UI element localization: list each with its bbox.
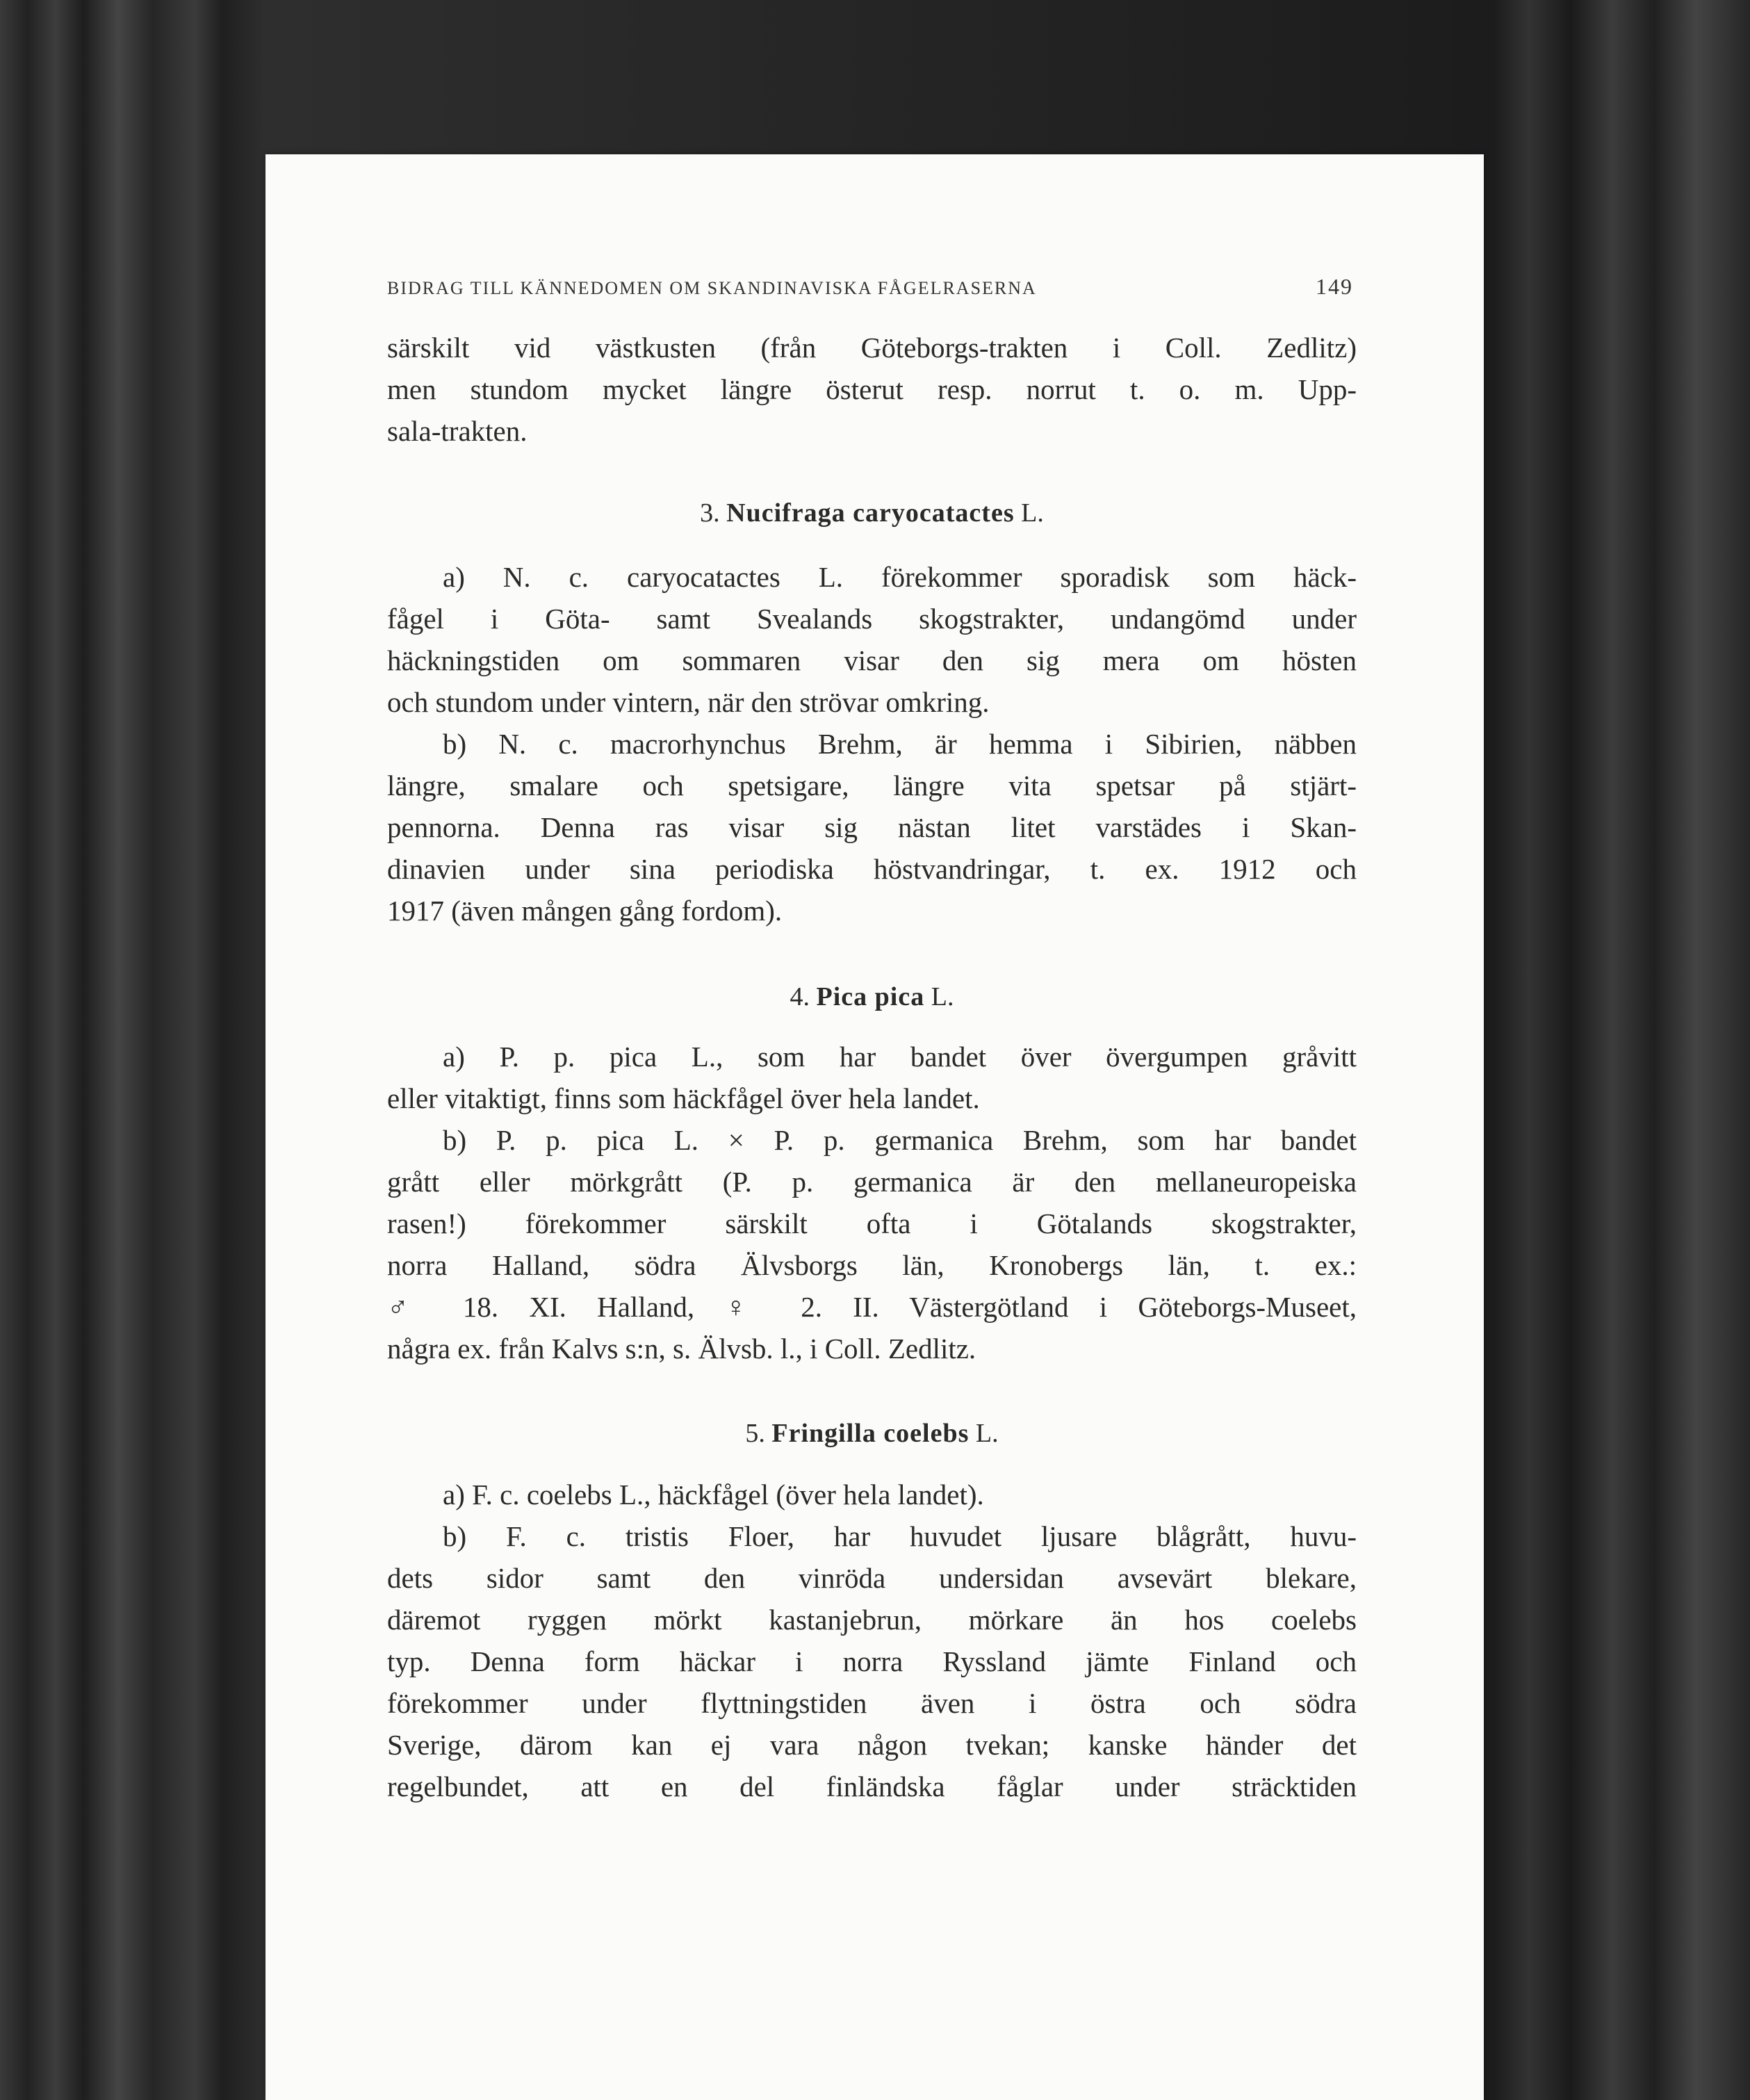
- text-line: a) N. c. caryocatactes L. förekommer sporadisk som häck-: [443, 561, 1357, 593]
- text-line: pennorna. Denna ras visar sig nästan litet varstädes i Skan-: [387, 811, 1357, 843]
- section-5-body: [387, 1474, 1357, 1807]
- section-number: 5.: [745, 1419, 765, 1448]
- text-line: däremot ryggen mörkt kastanjebrun, mörkare än hos coelebs: [387, 1604, 1357, 1636]
- text-line: längre, smalare och spetsigare, längre vita spetsar på stjärt-: [387, 770, 1357, 801]
- text-line: b) N. c. macrorhynchus Brehm, är hemma i Sibirien, näbben: [443, 728, 1357, 760]
- text-line: särskilt vid västkusten (från Göteborgs-trakten i Coll. Zedlitz): [387, 332, 1357, 364]
- text-line: sala-trakten.: [387, 415, 528, 447]
- species-name: Pica pica: [816, 982, 925, 1011]
- species-author: L.: [1021, 498, 1044, 528]
- text-line: typ. Denna form häckar i norra Ryssland jämte Finland och: [387, 1645, 1357, 1677]
- text-line: Sverige, därom kan ej vara någon tvekan; kanske händer det: [387, 1729, 1357, 1761]
- paragraph-continued: [387, 327, 1357, 452]
- book-page: [265, 154, 1484, 2100]
- text-line: 1917 (även mången gång fordom).: [387, 895, 783, 927]
- text-line: men stundom mycket längre österut resp. norrut t. o. m. Upp-: [387, 373, 1357, 405]
- text-line: dinavien under sina periodiska höstvandringar, t. ex. 1912 och: [387, 853, 1357, 885]
- species-name: Fringilla coelebs: [771, 1419, 970, 1448]
- text-line: b) P. p. pica L. × P. p. germanica Brehm, som har bandet: [443, 1124, 1357, 1156]
- species-author: L.: [931, 982, 954, 1011]
- text-line: b) F. c. tristis Floer, har huvudet ljusare blågrått, huvu-: [443, 1520, 1357, 1552]
- section-3-body: [387, 556, 1357, 931]
- species-name: Nucifraga caryocatactes: [726, 498, 1015, 528]
- text-line: regelbundet, att en del finländska fåglar under sträcktiden: [387, 1771, 1357, 1802]
- running-head-title: BIDRAG TILL KÄNNEDOMEN OM SKANDINAVISKA FÅGELRASERNA: [387, 278, 1037, 298]
- text-line: förekommer under flyttningstiden även i östra och södra: [387, 1687, 1357, 1719]
- text-line: och stundom under vintern, när den strövar omkring.: [387, 686, 990, 718]
- text-line: rasen!) förekommer särskilt ofta i Götalands skogstrakter,: [387, 1207, 1357, 1239]
- page-number: 149: [1316, 274, 1353, 299]
- section-number: 3.: [700, 498, 720, 528]
- section-number: 4.: [790, 982, 810, 1011]
- species-author: L.: [975, 1419, 999, 1448]
- section-heading-4: [387, 982, 1357, 1012]
- section-heading-5: [387, 1418, 1357, 1449]
- section-heading-3: [387, 498, 1357, 528]
- section-4-body: [387, 1036, 1357, 1369]
- text-line: några ex. från Kalvs s:n, s. Älvsb. l., i Coll. Zedlitz.: [387, 1333, 976, 1365]
- text-line: häckningstiden om sommaren visar den sig mera om hösten: [387, 644, 1357, 676]
- text-line: ♂ 18. XI. Halland, ♀ 2. II. Västergötland i Göteborgs-Museet,: [387, 1291, 1357, 1323]
- text-line: grått eller mörkgrått (P. p. germanica är den mellaneuropeiska: [387, 1166, 1357, 1198]
- text-line: a) P. p. pica L., som har bandet över övergumpen gråvitt: [443, 1041, 1357, 1073]
- text-line: dets sidor samt den vinröda undersidan avsevärt blekare,: [387, 1562, 1357, 1594]
- running-head: [387, 274, 1353, 300]
- text-line: norra Halland, södra Älvsborgs län, Kronobergs län, t. ex.:: [387, 1249, 1357, 1281]
- text-line: fågel i Göta- samt Svealands skogstrakter, undangömd under: [387, 603, 1357, 635]
- text-line: eller vitaktigt, finns som häckfågel över hela landet.: [387, 1082, 980, 1114]
- text-line: a) F. c. coelebs L., häckfågel (över hela landet).: [443, 1479, 984, 1511]
